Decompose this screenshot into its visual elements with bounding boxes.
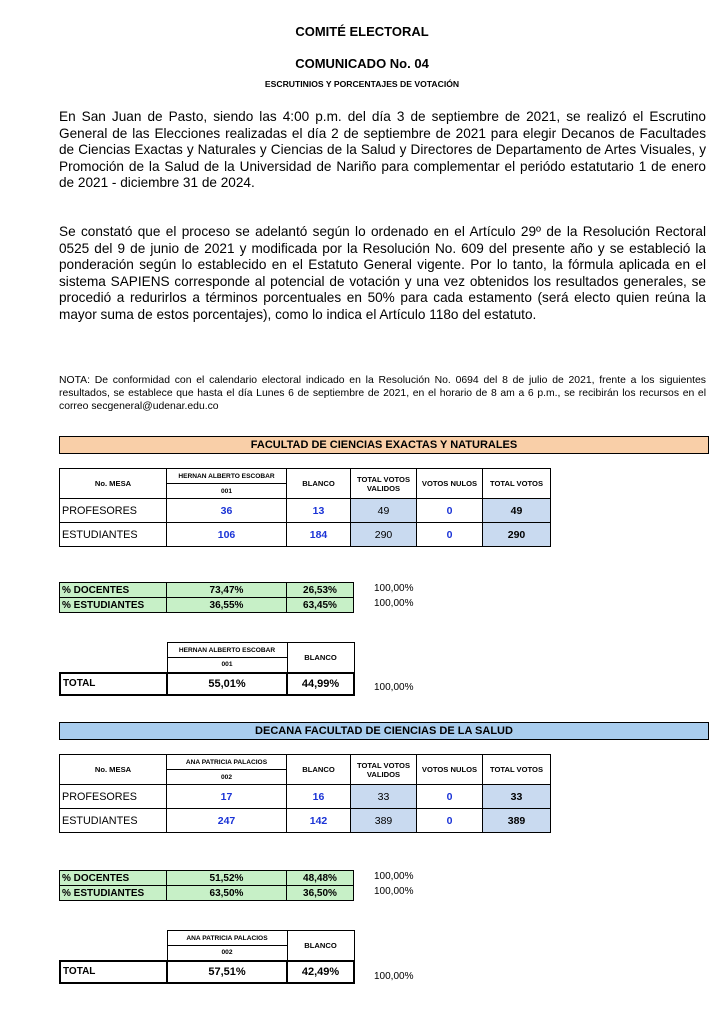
header-candidate-code: 001 [167, 484, 287, 499]
header-nulos: VOTOS NULOS [417, 469, 483, 499]
header-total-votos: TOTAL VOTOS [483, 469, 551, 499]
table-row [60, 886, 354, 901]
table-row [60, 499, 551, 523]
total-candidate: 55,01% [167, 673, 287, 695]
header-blanco: BLANCO [287, 755, 351, 785]
total-header-code: 001 [167, 658, 287, 673]
total-header-blanco: BLANCO [287, 931, 354, 961]
table-row [60, 598, 354, 613]
row-label: ESTUDIANTES [60, 809, 167, 833]
cell-validos: 49 [351, 499, 417, 523]
note-paragraph: NOTA: De conformidad con el calendario electoral indicado en la Resolución No. 0694 del 8 de julio de 2021, frente a los siguientes resultados, se establece que hasta el día Lunes 6 de septiembre de 2021, en el horario de 8 am a 6 p.m., se recibirán los recursos en el correo secgeneral@udenar.edu.co [59, 375, 706, 412]
header-total-votos: TOTAL VOTOS [483, 755, 551, 785]
cell-nulos: 0 [417, 809, 483, 833]
cell-total-votos: 290 [483, 523, 551, 547]
paragraph-intro: En San Juan de Pasto, siendo las 4:00 p.m. del día 3 de septiembre de 2021, se realizó el Escrutino General de las Elecciones realizadas el día 2 de septiembre de 2021 para elegir Decanos de Facultades de Ciencias Exactas y Naturales y Ciencias de la Salud y Directores de Departamento de Artes Visuales, y Promoción de la Salud de la Universidad de Nariño para complementar el periódo estatutario 1 de enero de 2021 - diciembre 31 de 2024. [59, 109, 706, 191]
cell-candidate-votes: 17 [167, 785, 287, 809]
total-sum: 100,00% [374, 682, 414, 693]
cell-validos: 290 [351, 523, 417, 547]
pct-candidate: 73,47% [167, 583, 287, 598]
header-nulos: VOTOS NULOS [417, 755, 483, 785]
votes-table-salud [59, 754, 551, 833]
paragraph-procedure: Se constató que el proceso se adelantó según lo ordenado en el Artículo 29º de la Resolución Rectoral 0525 del 9 de junio de 2021 y modificada por la Resolución No. 609 del presente año y se estableció la ponderación según lo establecido en el Estatuto General vigente. Por lo tanto, la fórmula aplicada en el sistema SAPIENS corresponde al potencial de votación y una vez obtenidos los resultados generales, se procedió a redurirlos a términos porcentuales en 50% para cada estamento (será electo quien reúna la mayor suma de estos porcentajes), como lo indica el Artículo 118o del estatuto. [59, 224, 706, 322]
cell-nulos: 0 [417, 785, 483, 809]
cell-candidate-votes: 36 [167, 499, 287, 523]
cell-candidate-votes: 247 [167, 809, 287, 833]
document-title: COMUNICADO No. 04 [295, 56, 429, 71]
pct-label: % DOCENTES [60, 583, 167, 598]
pct-blanco: 26,53% [287, 583, 354, 598]
cell-validos: 389 [351, 809, 417, 833]
pct-label: % DOCENTES [60, 871, 167, 886]
table-row [60, 583, 354, 598]
total-sum: 100,00% [374, 971, 414, 982]
total-blanco: 44,99% [287, 673, 354, 695]
header-validos: TOTAL VOTOS VALIDOS [351, 469, 417, 499]
pct-table-salud [59, 870, 354, 901]
cell-blanco-votes: 13 [287, 499, 351, 523]
pct-table-exactas [59, 582, 354, 613]
total-label: TOTAL [60, 673, 167, 695]
table-row [60, 961, 354, 983]
header-candidate-code: 002 [167, 770, 287, 785]
table-row [60, 673, 354, 695]
pct-sum: 100,00% [374, 598, 414, 609]
cell-nulos: 0 [417, 523, 483, 547]
pct-candidate: 36,55% [167, 598, 287, 613]
votes-table-exactas [59, 468, 551, 547]
total-header-blanco: BLANCO [287, 643, 354, 673]
pct-blanco: 36,50% [287, 886, 354, 901]
row-label: PROFESORES [60, 785, 167, 809]
pct-label: % ESTUDIANTES [60, 886, 167, 901]
total-table-salud [59, 930, 355, 984]
table-row [60, 871, 354, 886]
cell-total-votos: 49 [483, 499, 551, 523]
document-subtitle: ESCRUTINIOS Y PORCENTAJES DE VOTACIÓN [264, 79, 460, 89]
total-table-exactas [59, 642, 355, 696]
total-header-candidate: HERNAN ALBERTO ESCOBAR [167, 643, 287, 658]
pct-sum: 100,00% [374, 871, 414, 882]
total-header-candidate: ANA PATRICIA PALACIOS [167, 931, 287, 946]
table-row [60, 809, 551, 833]
cell-candidate-votes: 106 [167, 523, 287, 547]
cell-blanco-votes: 142 [287, 809, 351, 833]
total-label: TOTAL [60, 961, 167, 983]
header-validos: TOTAL VOTOS VALIDOS [351, 755, 417, 785]
cell-nulos: 0 [417, 499, 483, 523]
cell-total-votos: 389 [483, 809, 551, 833]
pct-blanco: 63,45% [287, 598, 354, 613]
table-row [60, 785, 551, 809]
total-candidate: 57,51% [167, 961, 287, 983]
cell-total-votos: 33 [483, 785, 551, 809]
pct-label: % ESTUDIANTES [60, 598, 167, 613]
pct-candidate: 51,52% [167, 871, 287, 886]
table-row [60, 523, 551, 547]
cell-validos: 33 [351, 785, 417, 809]
pct-candidate: 63,50% [167, 886, 287, 901]
header-candidate: ANA PATRICIA PALACIOS [167, 755, 287, 770]
section-title-salud: DECANA FACULTAD DE CIENCIAS DE LA SALUD [59, 722, 709, 740]
header-mesa: No. MESA [60, 469, 167, 499]
cell-blanco-votes: 184 [287, 523, 351, 547]
header-blanco: BLANCO [287, 469, 351, 499]
header-candidate: HERNAN ALBERTO ESCOBAR [167, 469, 287, 484]
row-label: PROFESORES [60, 499, 167, 523]
section-title-exactas: FACULTAD DE CIENCIAS EXACTAS Y NATURALES [59, 436, 709, 454]
total-header-code: 002 [167, 946, 287, 961]
row-label: ESTUDIANTES [60, 523, 167, 547]
pct-blanco: 48,48% [287, 871, 354, 886]
pct-sum: 100,00% [374, 583, 414, 594]
total-blanco: 42,49% [287, 961, 354, 983]
header-mesa: No. MESA [60, 755, 167, 785]
cell-blanco-votes: 16 [287, 785, 351, 809]
org-title: COMITÉ ELECTORAL [295, 24, 429, 39]
pct-sum: 100,00% [374, 886, 414, 897]
